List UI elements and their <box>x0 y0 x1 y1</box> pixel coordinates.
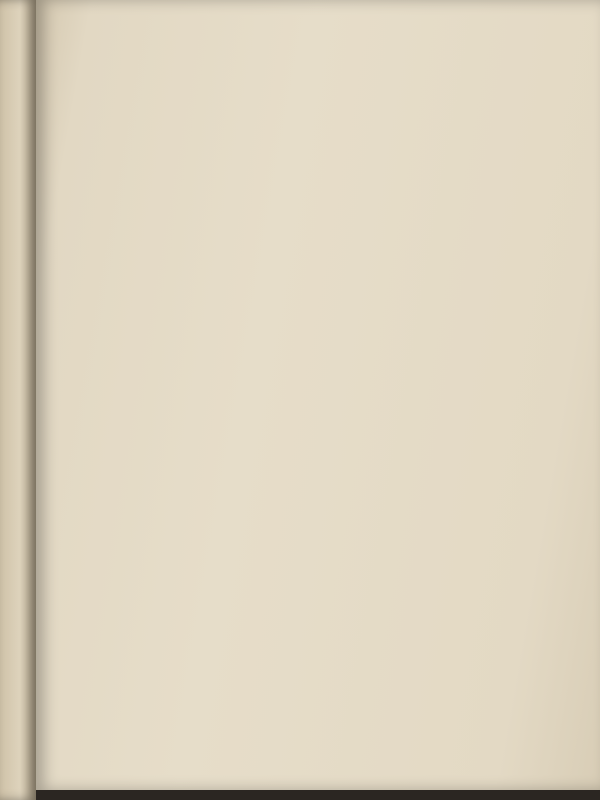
book-page <box>36 0 600 790</box>
book-spine-edge <box>0 0 36 800</box>
